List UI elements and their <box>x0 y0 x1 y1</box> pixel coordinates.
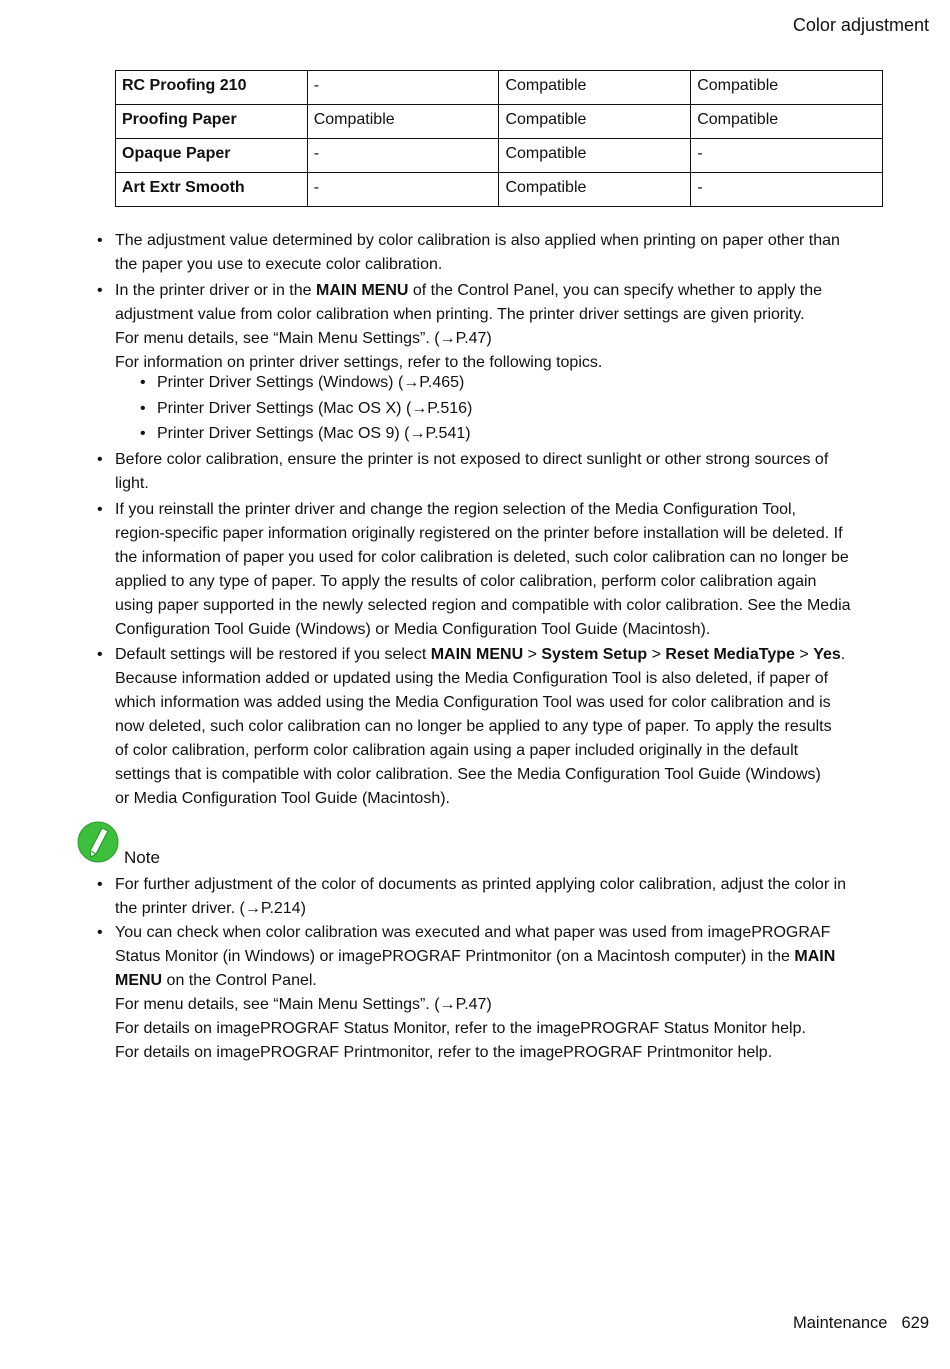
bullet-marker: • <box>97 876 103 893</box>
line-text <box>115 499 796 521</box>
page-footer <box>793 1314 929 1333</box>
text-segment: For information on printer driver settings, refer to the following topics. <box>115 354 603 371</box>
bold-menu-term: Reset MediaType <box>665 646 795 663</box>
paper-type-cell: RC Proofing 210 <box>116 71 308 105</box>
bold-menu-term: MENU <box>115 972 163 989</box>
text-line <box>0 398 950 422</box>
compatibility-cell: - <box>691 139 883 173</box>
text-line <box>0 1042 950 1066</box>
text-line <box>0 499 950 523</box>
bold-menu-term: Yes <box>813 646 841 663</box>
line-text <box>115 523 843 545</box>
text-line <box>0 1018 950 1042</box>
text-line <box>0 230 950 254</box>
text-segment: the paper you use to execute color calibration. <box>115 256 443 273</box>
sub-bullet-item <box>0 398 950 422</box>
text-segment: For menu details, see “Main Menu Settings”. (→P.47) <box>115 330 492 347</box>
line-text <box>115 595 851 617</box>
table-row <box>116 71 883 105</box>
text-segment: For details on imagePROGRAF Printmonitor, refer to the imagePROGRAF Printmonitor help. <box>115 1044 773 1061</box>
text-line <box>0 304 950 328</box>
text-line <box>0 716 950 740</box>
text-segment: . <box>840 646 846 663</box>
bold-menu-term: System Setup <box>541 646 648 663</box>
text-line <box>0 595 950 619</box>
bullet-marker: • <box>140 425 146 442</box>
text-line <box>0 449 950 473</box>
text-segment: of color calibration, perform color calibration again using a paper included originally in the default <box>115 742 799 759</box>
text-line <box>0 946 950 970</box>
table-row <box>116 173 883 207</box>
compatibility-cell: Compatible <box>499 105 691 139</box>
line-text <box>115 716 832 738</box>
text-line <box>0 788 950 812</box>
text-segment: For details on imagePROGRAF Status Monitor, refer to the imagePROGRAF Status Monitor help. <box>115 1020 806 1037</box>
line-text <box>115 449 828 471</box>
paper-type-cell: Proofing Paper <box>116 105 308 139</box>
line-text <box>115 994 492 1016</box>
text-segment: which information was added using the Media Configuration Tool was used for color calibration and is <box>115 694 831 711</box>
line-text <box>115 740 798 762</box>
text-line <box>0 692 950 716</box>
text-segment: Configuration Tool Guide (Windows) or Media Configuration Tool Guide (Macintosh). <box>115 621 711 638</box>
sub-bullet-item <box>0 372 950 396</box>
text-segment: Default settings will be restored if you select <box>115 646 431 663</box>
text-segment: Printer Driver Settings (Mac OS X) (→P.516) <box>157 400 473 417</box>
text-segment: the information of paper you used for color calibration is deleted, such color calibration can no longer be <box>115 549 849 566</box>
text-segment: Status Monitor (in Windows) or imagePROGRAF Printmonitor (on a Macintosh computer) in the <box>115 948 795 965</box>
text-segment: In the printer driver or in the <box>115 282 316 299</box>
text-line <box>0 473 950 497</box>
line-text <box>115 970 317 992</box>
sub-bullet-item <box>0 423 950 447</box>
compatibility-cell: Compatible <box>499 173 691 207</box>
line-text <box>115 304 805 326</box>
note-label: Note <box>124 848 160 867</box>
line-text <box>115 254 442 276</box>
line-text <box>115 644 845 666</box>
text-segment: If you reinstall the printer driver and change the region selection of the Media Configuration Tool, <box>115 501 796 518</box>
text-segment: the printer driver. (→P.214) <box>115 900 306 917</box>
bullet-item <box>0 922 950 1066</box>
line-text <box>115 1018 806 1040</box>
bullet-marker: • <box>97 646 103 663</box>
line-text <box>115 922 830 944</box>
text-line <box>0 874 950 898</box>
line-text <box>115 280 822 302</box>
text-segment: > <box>794 646 814 663</box>
table-row <box>116 139 883 173</box>
text-segment: For menu details, see “Main Menu Settings”. (→P.47) <box>115 996 492 1013</box>
text-line <box>0 547 950 571</box>
bullet-marker: • <box>97 232 103 249</box>
bullet-marker: • <box>97 451 103 468</box>
text-segment: of the Control Panel, you can specify whether to apply the <box>408 282 822 299</box>
text-segment: Printer Driver Settings (Mac OS 9) (→P.541) <box>157 425 471 442</box>
text-segment: The adjustment value determined by color calibration is also applied when printing on paper other than <box>115 232 840 249</box>
text-line <box>0 668 950 692</box>
bullet-marker: • <box>97 282 103 299</box>
bold-menu-term: MAIN <box>794 948 836 965</box>
text-line <box>0 280 950 304</box>
text-line <box>0 922 950 946</box>
line-text <box>115 764 821 786</box>
text-segment: Because information added or updated using the Media Configuration Tool is also deleted, if paper of <box>115 670 829 687</box>
note-pencil-icon <box>76 820 120 869</box>
compatibility-cell: Compatible <box>499 139 691 173</box>
text-line <box>0 764 950 788</box>
text-segment: on the Control Panel. <box>162 972 317 989</box>
compatibility-cell: - <box>691 173 883 207</box>
text-segment: You can check when color calibration was executed and what paper was used from imagePROGRAF <box>115 924 831 941</box>
compatibility-cell: Compatible <box>307 105 499 139</box>
compatibility-cell: - <box>307 139 499 173</box>
text-line <box>0 970 950 994</box>
bullet-marker: • <box>140 374 146 391</box>
line-text <box>115 874 846 896</box>
line-text <box>115 946 835 968</box>
bullet-marker: • <box>97 501 103 518</box>
bullet-item <box>0 230 950 278</box>
text-segment: Printer Driver Settings (Windows) (→P.465) <box>157 374 465 391</box>
bullet-item <box>0 499 950 643</box>
text-segment: For further adjustment of the color of documents as printed applying color calibration, adjust the color in <box>115 876 847 893</box>
paper-type-cell: Opaque Paper <box>116 139 308 173</box>
text-line <box>0 372 950 396</box>
line-text <box>157 372 464 394</box>
bullet-item <box>0 280 950 376</box>
text-segment: using paper supported in the newly selected region and compatible with color calibration. See the Media <box>115 597 851 614</box>
text-segment: settings that is compatible with color calibration. See the Media Configuration Tool Guide (Windows) <box>115 766 821 783</box>
line-text <box>115 898 306 920</box>
text-segment: now deleted, such color calibration can no longer be applied to any type of paper. To apply the results <box>115 718 832 735</box>
text-line <box>0 328 950 352</box>
text-line <box>0 994 950 1018</box>
bullet-marker: • <box>97 924 103 941</box>
text-segment: region-specific paper information originally registered on the printer before installation will be deleted. If <box>115 525 843 542</box>
text-line <box>0 523 950 547</box>
footer-chapter: Maintenance <box>792 1314 888 1332</box>
bold-menu-term: MAIN MENU <box>315 282 409 299</box>
compatibility-cell: Compatible <box>691 71 883 105</box>
line-text <box>115 328 492 350</box>
compatibility-cell: Compatible <box>499 71 691 105</box>
line-text <box>115 473 149 495</box>
text-segment: applied to any type of paper. To apply the results of color calibration, perform color calibration again <box>115 573 817 590</box>
page-number: 629 <box>901 1314 929 1332</box>
text-line <box>0 898 950 922</box>
line-text <box>115 619 710 641</box>
table-row <box>116 105 883 139</box>
compatibility-cell: - <box>307 71 499 105</box>
line-text <box>115 547 849 569</box>
line-text <box>115 692 831 714</box>
bullet-marker: • <box>140 400 146 417</box>
section-header: Color adjustment <box>792 15 929 35</box>
line-text <box>115 1042 772 1064</box>
text-line <box>0 644 950 668</box>
bullet-item <box>0 449 950 497</box>
line-text <box>115 230 840 252</box>
line-text <box>115 668 828 690</box>
line-text <box>157 398 472 420</box>
text-segment: light. <box>115 475 149 492</box>
bullet-item <box>0 874 950 922</box>
line-text <box>157 423 471 445</box>
text-segment: > <box>647 646 666 663</box>
text-line <box>0 740 950 764</box>
line-text <box>115 352 602 374</box>
line-text <box>115 788 450 810</box>
text-line <box>0 254 950 278</box>
line-text <box>115 571 816 593</box>
bullet-item <box>0 644 950 812</box>
text-segment: > <box>523 646 542 663</box>
compatibility-cell: - <box>307 173 499 207</box>
paper-type-cell: Art Extr Smooth <box>116 173 308 207</box>
text-segment: or Media Configuration Tool Guide (Macintosh). <box>115 790 450 807</box>
paper-compatibility-table <box>115 70 883 207</box>
text-segment: adjustment value from color calibration when printing. The printer driver settings are given priority. <box>115 306 805 323</box>
text-line <box>0 423 950 447</box>
bold-menu-term: MAIN MENU <box>430 646 524 663</box>
text-segment: Before color calibration, ensure the printer is not exposed to direct sunlight or other strong sources of <box>115 451 829 468</box>
text-line <box>0 619 950 643</box>
compatibility-cell: Compatible <box>691 105 883 139</box>
text-line <box>0 571 950 595</box>
